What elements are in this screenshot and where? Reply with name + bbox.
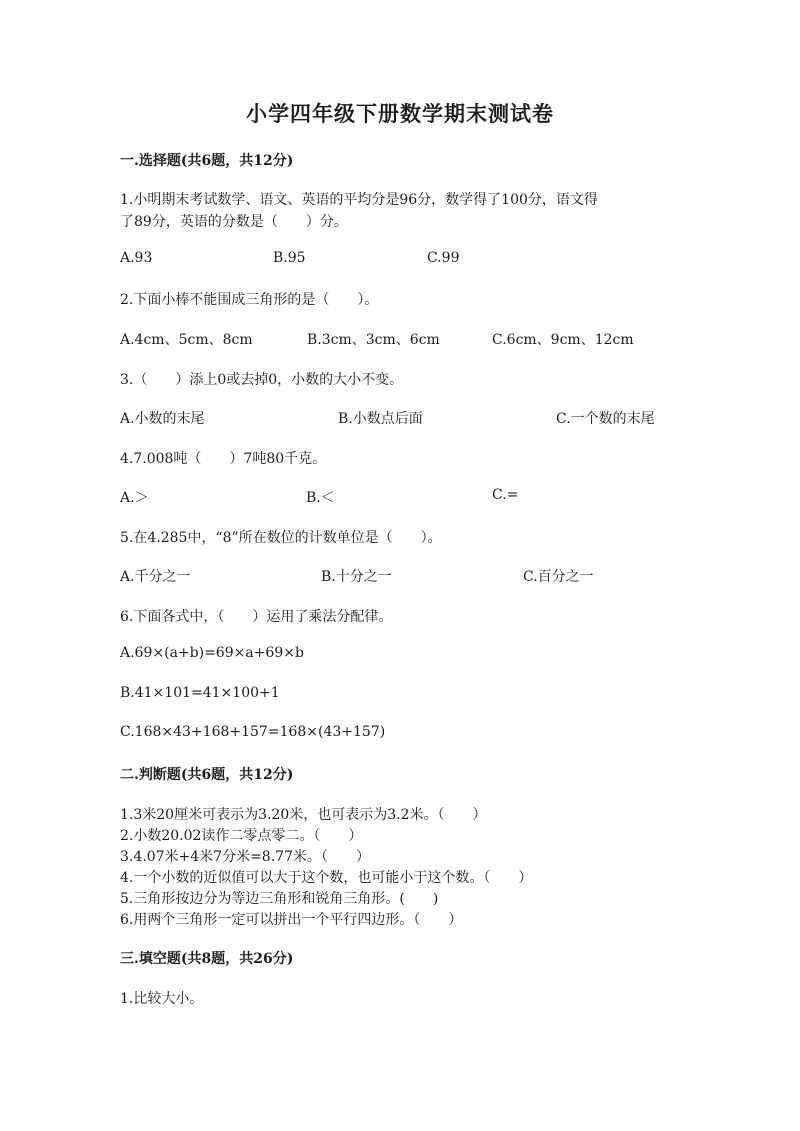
judgement-item-4: 4.一个小数的近似值可以大于这个数，也可能小于这个数。（ ）: [120, 870, 533, 886]
question-2-text: 2.下面小棒不能围成三角形的是（ ）。: [120, 292, 379, 308]
question-6-text: 6.下面各式中，（ ）运用了乘法分配律。: [120, 609, 393, 625]
fill-in-question-1: 1.比较大小。: [120, 991, 204, 1007]
judgement-item-2: 2.小数20.02读作二零点零二。（ ）: [120, 828, 363, 844]
question-5-option-c: C.百分之一: [523, 569, 594, 585]
question-2-option-b: B.3cm、3cm、6cm: [307, 332, 440, 348]
question-3-option-a: A.小数的末尾: [120, 411, 205, 427]
question-1-option-a: A.93: [120, 250, 153, 266]
question-5-text: 5.在4.285中，“8”所在数位的计数单位是（ ）。: [120, 530, 442, 546]
page-title: 小学四年级下册数学期末测试卷: [246, 101, 554, 126]
question-3-option-b: B.小数点后面: [338, 411, 423, 427]
question-4-text: 4.7.008吨（ ）7吨80千克。: [120, 451, 327, 467]
question-1-line-1: 1.小明期末考试数学、语文、英语的平均分是96分，数学得了100分，语文得: [120, 192, 598, 208]
question-1-option-c: C.99: [427, 250, 460, 266]
judgement-item-5: 5.三角形按边分为等边三角形和锐角三角形。( ): [120, 891, 439, 907]
question-2-option-c: C.6cm、9cm、12cm: [492, 332, 634, 348]
judgement-item-1: 1.3米20厘米可表示为3.20米，也可表示为3.2米。（ ）: [120, 807, 487, 823]
question-2-option-a: A.4cm、5cm、8cm: [120, 332, 253, 348]
section-heading-choice: 一.选择题(共6题，共12分): [120, 153, 294, 169]
question-6-option-c: C.168×43+168+157=168×(43+157): [120, 724, 386, 740]
question-5-option-a: A.千分之一: [120, 569, 191, 585]
question-4-option-a: A.＞: [120, 490, 149, 506]
judgement-item-6: 6.用两个三角形一定可以拼出一个平行四边形。（ ）: [120, 912, 463, 928]
question-3-option-c: C.一个数的末尾: [556, 411, 655, 427]
question-3-text: 3.（ ）添上0或去掉0，小数的大小不变。: [120, 372, 404, 388]
question-6-option-b: B.41×101=41×100+1: [120, 685, 280, 701]
question-1-line-2: 了89分，英语的分数是（ ）分。: [120, 214, 348, 230]
question-4-option-b: B.＜: [306, 490, 335, 506]
judgement-item-3: 3.4.07米+4米7分米=8.77米。（ ）: [120, 849, 370, 865]
question-4-option-c: C.=: [492, 487, 519, 503]
question-1-option-b: B.95: [273, 250, 306, 266]
section-heading-fill-in: 三.填空题(共8题，共26分): [120, 951, 294, 967]
section-heading-judgement: 二.判断题(共6题，共12分): [120, 767, 294, 783]
question-5-option-b: B.十分之一: [321, 569, 392, 585]
question-6-option-a: A.69×(a+b)=69×a+69×b: [120, 645, 304, 661]
